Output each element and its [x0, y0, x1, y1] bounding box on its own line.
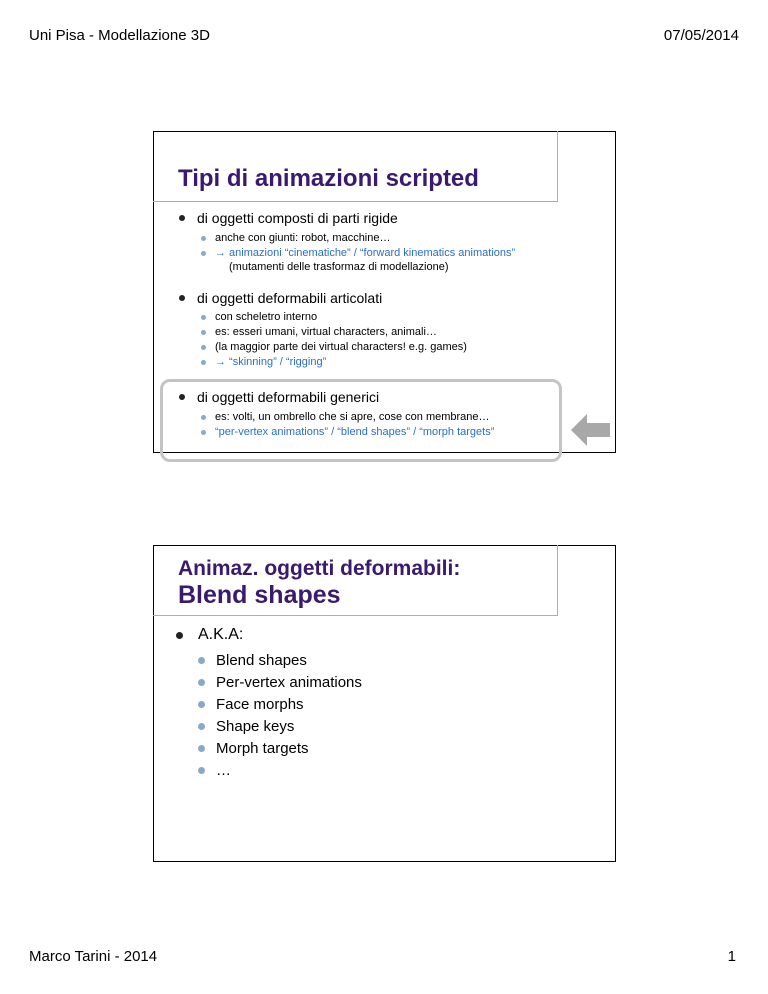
list-subitem: anche con giunti: robot, macchine… — [215, 232, 391, 244]
list-subitem: es: volti, un ombrello che si apre, cose con membrane… — [215, 411, 490, 423]
list-item: di oggetti deformabili articolati — [197, 290, 383, 306]
list-item: di oggetti composti di parti rigide — [197, 210, 398, 226]
list-subitem: → “skinning” / “rigging” — [215, 356, 327, 368]
list-subitem: Per-vertex animations — [216, 674, 362, 691]
list-item: di oggetti deformabili generici — [197, 389, 380, 405]
slide-2-title-line2: Blend shapes — [178, 581, 341, 609]
list-subitem: Face morphs — [216, 696, 304, 713]
list-subitem: Shape keys — [216, 718, 295, 735]
slide-2-accent-horizontal — [153, 615, 558, 616]
list-subitem: (la maggior parte dei virtual characters! e.g. games) — [215, 341, 467, 353]
list-subitem: es: esseri umani, virtual characters, animali… — [215, 326, 437, 338]
slide-1-accent-vertical — [557, 131, 558, 201]
list-subitem: … — [216, 762, 231, 779]
list-subitem: “per-vertex animations” / “blend shapes” / “morph targets” — [215, 426, 495, 438]
list-subitem: Morph targets — [216, 740, 309, 757]
header-date: 07/05/2014 — [663, 27, 739, 44]
page-number: 1 — [727, 948, 736, 965]
list-item: A.K.A: — [198, 626, 244, 643]
slide-2-accent-vertical — [557, 545, 558, 615]
slide-2-title-line1: Animaz. oggetti deformabili: — [178, 557, 461, 580]
list-subitem: con scheletro interno — [215, 311, 318, 323]
list-subitem: → animazioni “cinematiche” / “forward kinematics animations” — [215, 247, 516, 259]
slide-1-accent-horizontal — [153, 201, 558, 202]
list-subitem: Blend shapes — [216, 652, 307, 669]
footer-author: Marco Tarini - 2014 — [29, 948, 158, 965]
list-note: (mutamenti delle trasformaz di modellazione) — [229, 261, 449, 273]
slide-1-title: Tipi di animazioni scripted — [178, 165, 479, 192]
header-course: Uni Pisa - Modellazione 3D — [29, 27, 210, 44]
left-arrow-icon — [571, 413, 611, 447]
